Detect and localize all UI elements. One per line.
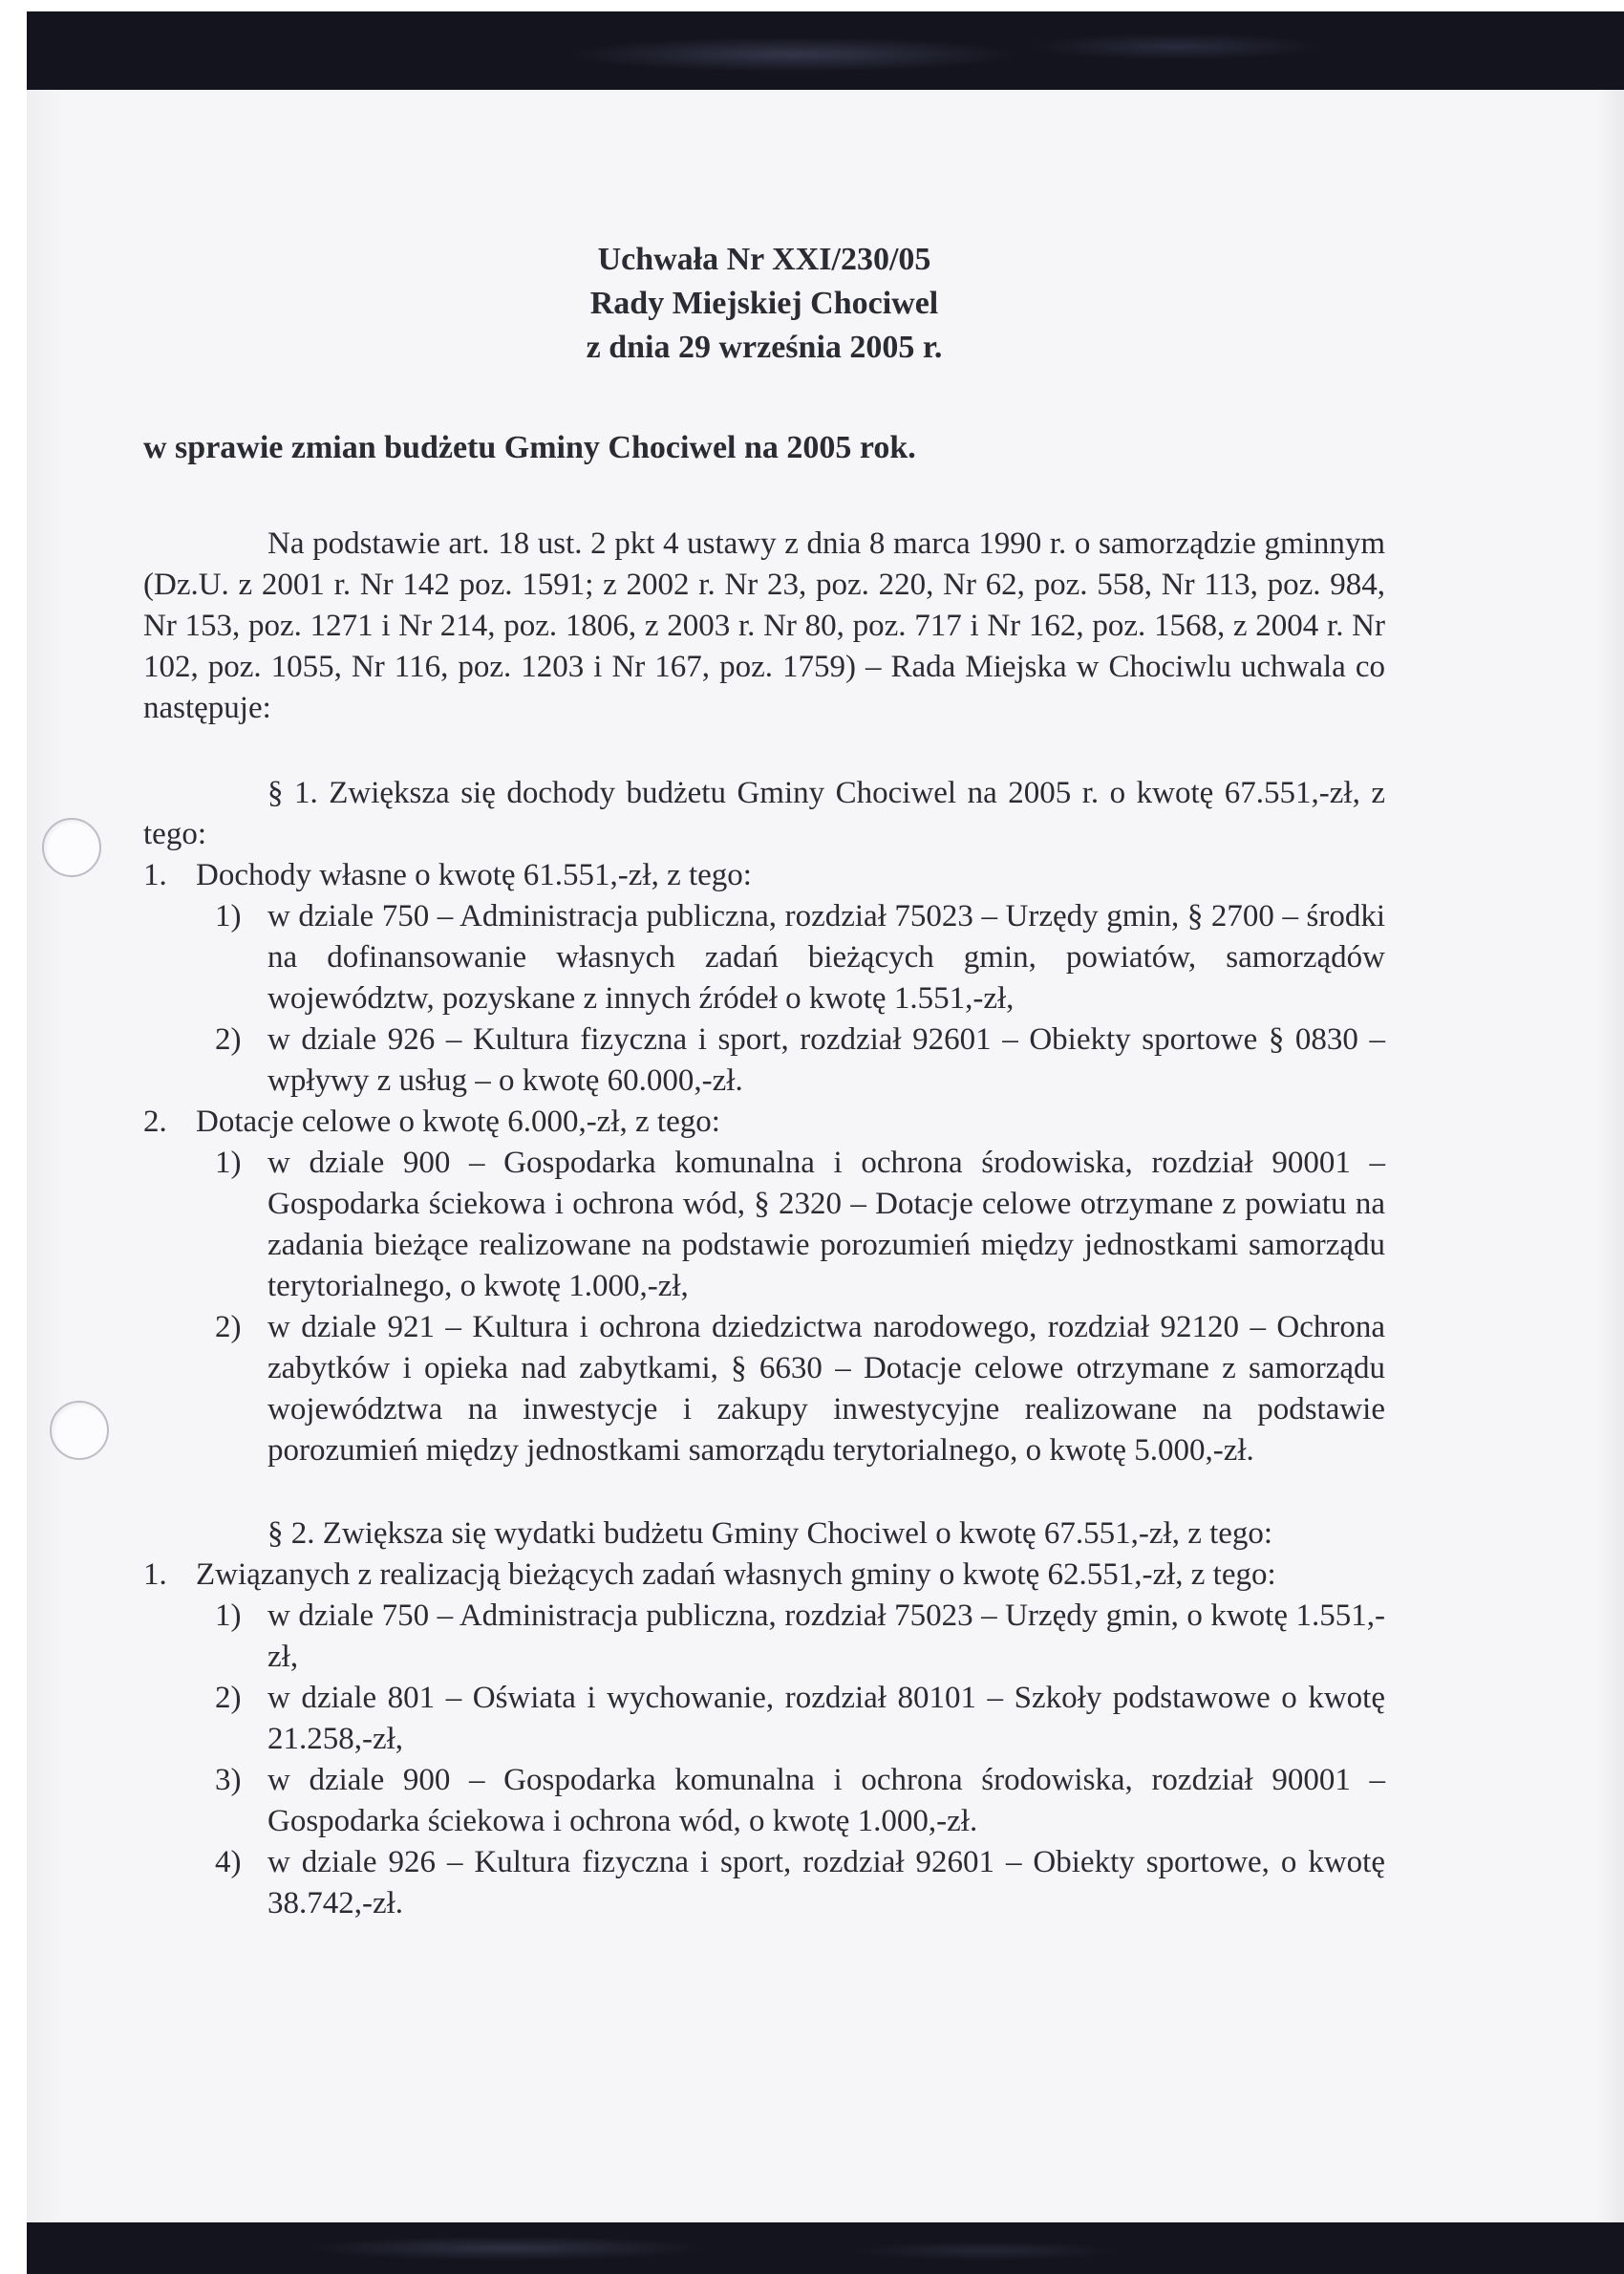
section-2-item-1 xyxy=(143,1555,1385,1596)
subitem-number: 1) xyxy=(215,1598,242,1633)
subitem-text: w dziale 801 – Oświata i wychowanie, rozdział 80101 – Szkoły podstawowe o kwotę 21.258,-zł, xyxy=(267,1681,1385,1756)
punch-hole-bottom xyxy=(50,1401,109,1460)
section-1-item-2-sub-2 xyxy=(143,1307,1385,1471)
scanner-background-bottom xyxy=(27,2222,1624,2274)
section-2-item-1-sub-2 xyxy=(143,1678,1385,1760)
document-content xyxy=(143,90,1385,1924)
item-number: 1. xyxy=(143,858,167,892)
subitem-text: w dziale 926 – Kultura fizyczna i sport, rozdział 92601 – Obiekty sportowe § 0830 – wpływy z usług – o kwotę 60.000,-zł. xyxy=(267,1022,1385,1098)
legal-preamble: Na podstawie art. 18 ust. 2 pkt 4 ustawy z dnia 8 marca 1990 r. o samorządzie gminnym (Dz.U. z 2001 r. Nr 142 poz. 1591; z 2002 r. Nr 23, poz. 220, Nr 62, poz. 558, Nr 113, poz. 984, Nr 153, poz. 1271 i Nr 214, poz. 1806, z 2003 r. Nr 80, poz. 717 i Nr 162, poz. 1568, z 2004 r. Nr 102, poz. 1055, Nr 116, poz. 1203 i Nr 167, poz. 1759) – Rada Miejska w Chociwlu uchwala co następuje: xyxy=(143,526,1385,725)
subitem-number: 2) xyxy=(215,1681,242,1715)
item-number: 2. xyxy=(143,1105,167,1139)
section-1-intro: § 1. Zwiększa się dochody budżetu Gminy Chociwel na 2005 r. o kwotę 67.551,-zł, z tego: xyxy=(143,776,1385,851)
item-number: 1. xyxy=(143,1557,167,1592)
title-line-1: Uchwała Nr XXI/230/05 xyxy=(597,242,931,277)
section-2-item-1-sub-3 xyxy=(143,1760,1385,1842)
section-2-intro: § 2. Zwiększa się wydatki budżetu Gminy Chociwel o kwotę 67.551,-zł, z tego: xyxy=(267,1516,1273,1551)
item-text: Związanych z realizacją bieżących zadań własnych gminy o kwotę 62.551,-zł, z tego: xyxy=(196,1557,1276,1592)
subitem-number: 1) xyxy=(215,899,242,933)
subitem-number: 2) xyxy=(215,1022,242,1057)
section-1-item-2 xyxy=(143,1102,1385,1143)
subitem-text: w dziale 926 – Kultura fizyczna i sport, rozdział 92601 – Obiekty sportowe, o kwotę 38.742,-zł. xyxy=(267,1845,1385,1920)
subitem-text: w dziale 900 – Gospodarka komunalna i ochrona środowiska, rozdział 90001 – Gospodarka ściekowa i ochrona wód, § 2320 – Dotacje celowe otrzymane z powiatu na zadania bieżące realizowane na podstawie porozumień między jednostkami samorządu terytorialnego, o kwotę 1.000,-zł, xyxy=(267,1146,1385,1303)
document-title xyxy=(143,238,1385,370)
section-1-item-2-sub-1 xyxy=(143,1143,1385,1307)
section-1-item-1 xyxy=(143,855,1385,896)
subitem-text: w dziale 750 – Administracja publiczna, rozdział 75023 – Urzędy gmin, § 2700 – środki na dofinansowanie własnych zadań bieżących gmin, powiatów, samorządów województw, pozyskane z innych źródeł o kwotę 1.551,-zł, xyxy=(267,899,1385,1016)
subitem-number: 1) xyxy=(215,1146,242,1180)
subitem-number: 2) xyxy=(215,1310,242,1344)
subitem-text: w dziale 750 – Administracja publiczna, rozdział 75023 – Urzędy gmin, o kwotę 1.551,-zł, xyxy=(267,1598,1385,1674)
item-text: Dotacje celowe o kwotę 6.000,-zł, z tego: xyxy=(196,1105,720,1139)
subitem-text: w dziale 921 – Kultura i ochrona dziedzictwa narodowego, rozdział 92120 – Ochrona zabytków i opieka nad zabytkami, § 6630 – Dotacje celowe otrzymane z samorządu województwa na inwestycje i zakupy inwestycyjne realizowane na podstawie porozumień między jednostkami samorządu terytorialnego, o kwotę 5.000,-zł. xyxy=(267,1310,1385,1468)
punch-hole-top xyxy=(42,818,101,877)
scanner-background-top xyxy=(27,11,1624,90)
subitem-number: 3) xyxy=(215,1763,242,1797)
section-1-item-1-sub-2 xyxy=(143,1019,1385,1102)
subitem-text: w dziale 900 – Gospodarka komunalna i ochrona środowiska, rozdział 90001 – Gospodarka ściekowa i ochrona wód, o kwotę 1.000,-zł. xyxy=(267,1763,1385,1838)
title-line-3: z dnia 29 września 2005 r. xyxy=(586,330,943,365)
section-2-item-1-sub-4 xyxy=(143,1842,1385,1924)
section-1-item-1-sub-1 xyxy=(143,896,1385,1019)
document-paper xyxy=(27,90,1624,2222)
title-line-2: Rady Miejskiej Chociwel xyxy=(589,286,939,321)
section-2-item-1-sub-1 xyxy=(143,1596,1385,1678)
subitem-number: 4) xyxy=(215,1845,242,1879)
document-subject: w sprawie zmian budżetu Gminy Chociwel na 2005 rok. xyxy=(143,430,916,465)
item-text: Dochody własne o kwotę 61.551,-zł, z tego: xyxy=(196,858,752,892)
